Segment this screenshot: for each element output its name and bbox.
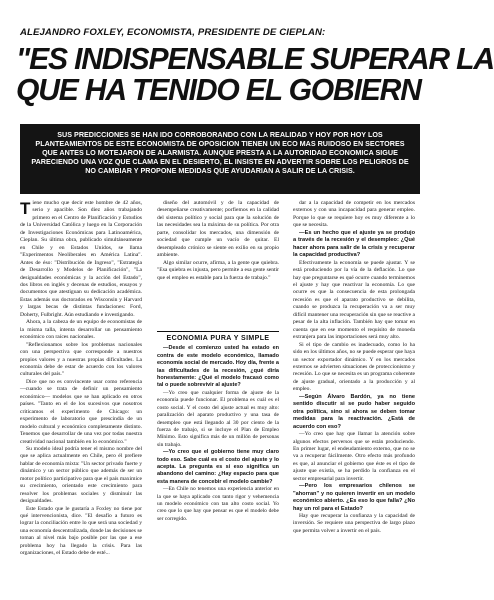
col1-paragraph: Dice que no es convincente usar como referencia —cuando se trata de definir un pensamiento económico— modelos que se han aplicado en otros países. "Tanto en el de los sucesivos que nosotros criticamos el experimento de Chicago: un experimento de laboratorio que prescindía de un modelo cultural y económico completamente distinto. Tenemos que desarrollar de una vez por todas nuestra creatividad nacional también en lo económico." [20,378,142,445]
drop-cap: T [20,199,31,218]
col3-question: —Pero los empresarios chilenos se "ahorran" y no quieren invertir en un modelo económico abierto. ¿Es eso lo que falla? ¿No hay un rol para el Estado? [293,483,415,512]
col3-paragraph: Si el tipo de cambio es inadecuado, como lo ha sido en los últimos años, no se puede esperar que haya un sector exportador dinámico. Y en los mercados externos se advierten situaciones de proteccionismo y recesión. Lo que se necesita es un programa coherente de ajuste gradual, orientado a la producción y al empleo. [293,341,415,393]
col3-paragraph: Hay que recuperar la confianza y la capacidad de inversión. Se requiere una perspectiva de largo plazo que permita volver a invertir en el país. [293,513,415,534]
column-3 [293,200,415,586]
headline-line-1: "ES INDISPENSABLE SUPERAR LA [16,41,494,76]
col2-body [157,200,279,328]
col1-paragraph-1: Tiene mucho que decir este hombre de 42 años, serio y apacible. Son diez años trabajando primero en el Centro de Planificación y Estudios de la Universidad Católica y luego en la Corporación de Investigaciones Económicas para Latinoamérica, Cieplan. Su última obra, publicado simultáneamente en Chile y en Estados Unidos, se llama "Experimentos Neoliberales en América Latina". Antes de éso: "Distribución de Ingreso", "Estrategia de Desarrollo y Modelos de Planificación", "La desigualdades económicas y la acción del Estado", dos libros en inglés y decenas de estudios, ensayos y documentos que atestiguan su dedicación académica. Estas además sus doctorados en Wisconsin y Harvard y largas becas de distintas fundaciones: Ford, Doherty, Fulbright. Aún estudiando e investigando. [20,199,142,318]
col3-paragraph: Efectivamente la economía se puede ajustar. Y se está produciendo por la vía de la deflación. Lo que hay que preguntarse es qué ocurre cuando terminemos el ajuste y hay que reactivar la economía. Lo que ocurre es que la consecuencia de esta prolongada recesión es que el aparato productivo se debilita, cuando se produzca la recuperación va a ser muy difícil mantener una recuperación sin que se reactive a pesar de la alta inflación. También hay que tomar en cuenta que en ese momento el requisito de moneda extranjera para las importaciones será muy alto. [293,259,415,341]
interview-box-title: ECONOMIA PURA Y SIMPLE [166,335,270,342]
col3-question: —Es un hecho que el ajuste ya se produjo a través de la recesión y el desempleo: ¿Qué hacer ahora para salir de la crisis y recuperar la capacidad productiva? [293,229,415,259]
interview-paragraph: —En Chile no tenemos una experiencia anterior en la que se haya aplicado con tanto rigor y vehemencia un modelo económico con tan alto costo social. Yo creo que lo que hay que pensar es que el modelo debe ser corregido. [157,486,279,522]
interview-paragraph: —Yo creo que el gobierno tiene muy claro todo eso. Sabe cuál es el costo del ajuste y lo acepta. La pregunta es si eso significa un abandono del camino: ¿Hay espacio para que esta manera de concebir el modelo cambie? [157,449,279,485]
column-1 [20,200,142,586]
col1-paragraph: Su modelo ideal podría tener el mismo nombre del que se aplica actualmente en Chile, pero él prefiere hablar de economía mixta: "Un sector privado fuerte y dinámico y un sector público que además de ser un motor político participativo para que el país maximice su crecimiento, orientado este crecimiento para resolver los problemas sociales y disminuir las desigualdades. [20,445,142,505]
interview-paragraph: —Desde el comienzo usted ha estado en contra de este modelo económico, llamado economía social de mercado. Hoy día, frente a las dificultades de la recesión, ¿qué diría honestamente: ¿Qué el modelo fracasó como tal o puede sobrevivir al ajuste? [157,345,279,389]
col1-paragraph: Este Estado que le gustaría a Foxley no tiene por qué intervencionista, dice. "El desafío a futuro es lograr la conciliación entre lo que será una sociedad y una economía descentralizada, donde las decisiones se toman al nivel más bajo posible por las que a ese problema hoy ha llegado la crisis. Para las organizaciones, el Estado debe de esté... [20,505,142,557]
interview-paragraph: —Yo creo que cualquier forma de ajuste de la economía puede funcionar. El problema es cuál es el costo social. Y el costo del ajuste actual es muy alto: paralización del aparato productivo y una tasa de desempleo que está llegando al 30 por ciento de la fuerza de trabajo, si se incluye el Plan de Empleo Mínimo. Esto significa más de un millón de personas sin trabajo. [157,389,279,448]
interview-box [157,331,279,580]
article-kicker: ALEJANDRO FOXLEY, ECONOMISTA, PRESIDENTE DE CIEPLAN: [20,27,326,38]
lead-paragraph: SUS PREDICCIONES SE HAN IDO CORROBORANDO CON LA REALIDAD Y HOY POR HOY LOS PLANTEAMIENTOS DE ESTE ECONOMISTA DE OPOSICION TIENEN UN ECO MAS RUIDOSO EN SECTORES QUE ANTES LO MOTEJARON DE ALARMISTA. AUNQUE PRESTA A LA AUTORIDAD ECONOMICA SIGUE PARECIENDO UNA VOZ QUE CLAMA EN EL DESIERTO, EL INSISTE EN ADVERTIR SOBRE LOS PELIGROS DE NO CAMBIAR Y PROPONE MEDIDAS QUE AYUDARIAN A SALIR DE LA CRISIS. [20,124,420,194]
col3-paragraph: —Yo creo que hay que llamar la atención sobre algunos efectos perversos que se están produciendo. En primer lugar, el endeudamiento externo, que no se va a recuperar fácilmente. Otro efecto más profundo es que, al anunciar el gobierno que éste es el tipo de ajuste que existía, se ha perdido la confianza en el sector empresarial para invertir. [293,431,415,482]
col3-question: —Según Álvaro Bardón, ya no tiene sentido discutir si se pudo haber seguido otra política, sino si ahora se deben tomar medidas para la reactivación. ¿Está de acuerdo con eso? [293,393,415,430]
column-2 [157,200,279,586]
col2-paragraph: Algo similar ocurre, afirma, a la gente que quiebra. "Esa quiebra es injusta, pero permite a esa gente sentir que el empleo es estable para la fuerza de trabajo." [157,259,279,281]
col3-paragraph: dar a la capacidad de competir en los mercados externos y con una incapacidad para generar empleo. Porque lo que se requiere hoy es muy diferente a lo que se necesita. [293,200,415,229]
col1-paragraph: Ahora, a la cabeza de un equipo de economistas de la misma talla, intenta desarrollar un pensamiento económico con raíces nacionales. [20,319,142,341]
headline-line-2: QUE HA TENIDO EL GOBIERN [16,72,421,107]
col1-paragraph: "Reflexionamos sobre los problemas nacionales con una perspectiva que corresponde a nuestros propios valores y a nuestras propias dificultades. La economía debe de estar de acuerdo con los valores culturales del país." [20,341,142,378]
col2-paragraph: diseño del automóvil y de la capacidad de desempeñarse creativamente; porfiemos en la calidad del sistema político y social para que la solución de las necesidades sea la máxima de su política. Por otra parte, consolidar los mercados, una dimensión de sociedad que cumple un vacío de quitar. El desempleado crónico se siente en exilio en su propio ambiente. [157,200,279,259]
